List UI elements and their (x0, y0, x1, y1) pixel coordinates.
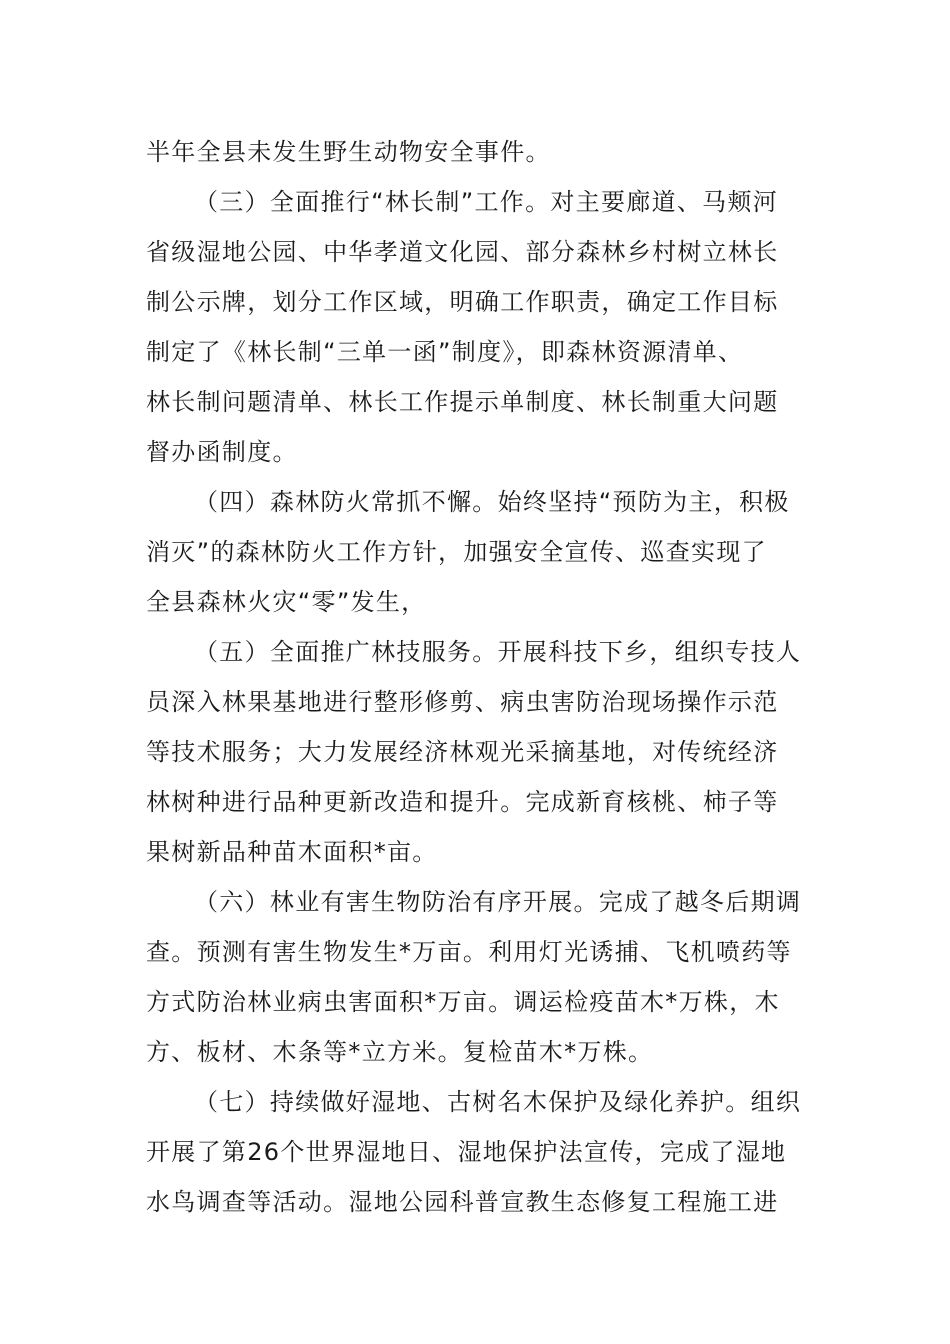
text-line: 水鸟调查等活动。湿地公园科普宣教生态修复工程施工进 (146, 1188, 779, 1216)
text-line: 半年全县未发生野生动物安全事件。 (146, 138, 551, 166)
text-line: 等技术服务；大力发展经济林观光采摘基地，对传统经济 (146, 738, 779, 766)
text-line: 员深入林果基地进行整形修剪、病虫害防治现场操作示范 (146, 688, 779, 716)
text-line: 开展了第26个世界湿地日、湿地保护法宣传，完成了湿地 (146, 1138, 787, 1166)
paragraph-heading-6: （六）林业有害生物防治有序开展。完成了越冬后期调 (194, 888, 802, 916)
text-line: 方、板材、木条等*立方米。复检苗木*万株。 (146, 1038, 654, 1066)
paragraph-heading-5: （五）全面推广林技服务。开展科技下乡，组织专技人 (194, 638, 802, 666)
text-line: 督办函制度。 (146, 438, 298, 466)
text-line: 查。预测有害生物发生*万亩。利用灯光诱捕、飞机喷药等 (146, 938, 792, 966)
paragraph-heading-4: （四）森林防火常抓不懈。始终坚持“预防为主，积极 (194, 488, 790, 516)
text-line: 制公示牌，划分工作区域，明确工作职责，确定工作目标 (146, 288, 779, 316)
text-line: 省级湿地公园、中华孝道文化园、部分森林乡村树立林长 (146, 238, 779, 266)
text-line: 全县森林火灾“零”发生， (146, 588, 427, 616)
text-line: 方式防治林业病虫害面积*万亩。调运检疫苗木*万株，木 (146, 988, 780, 1016)
text-line: 林树种进行品种更新改造和提升。完成新育核桃、柿子等 (146, 788, 779, 816)
text-line: 果树新品种苗木面积*亩。 (146, 838, 438, 866)
text-line: 制定了《林长制“三单一函”制度》，即森林资源清单、 (146, 338, 744, 366)
paragraph-heading-3: （三）全面推行“林长制”工作。对主要廊道、马颊河 (194, 188, 779, 216)
text-line: 林长制问题清单、林长工作提示单制度、林长制重大问题 (146, 388, 779, 416)
paragraph-heading-7: （七）持续做好湿地、古树名木保护及绿化养护。组织 (194, 1088, 802, 1116)
text-line: 消灭”的森林防火工作方针，加强安全宣传、巡查实现了 (146, 538, 767, 566)
